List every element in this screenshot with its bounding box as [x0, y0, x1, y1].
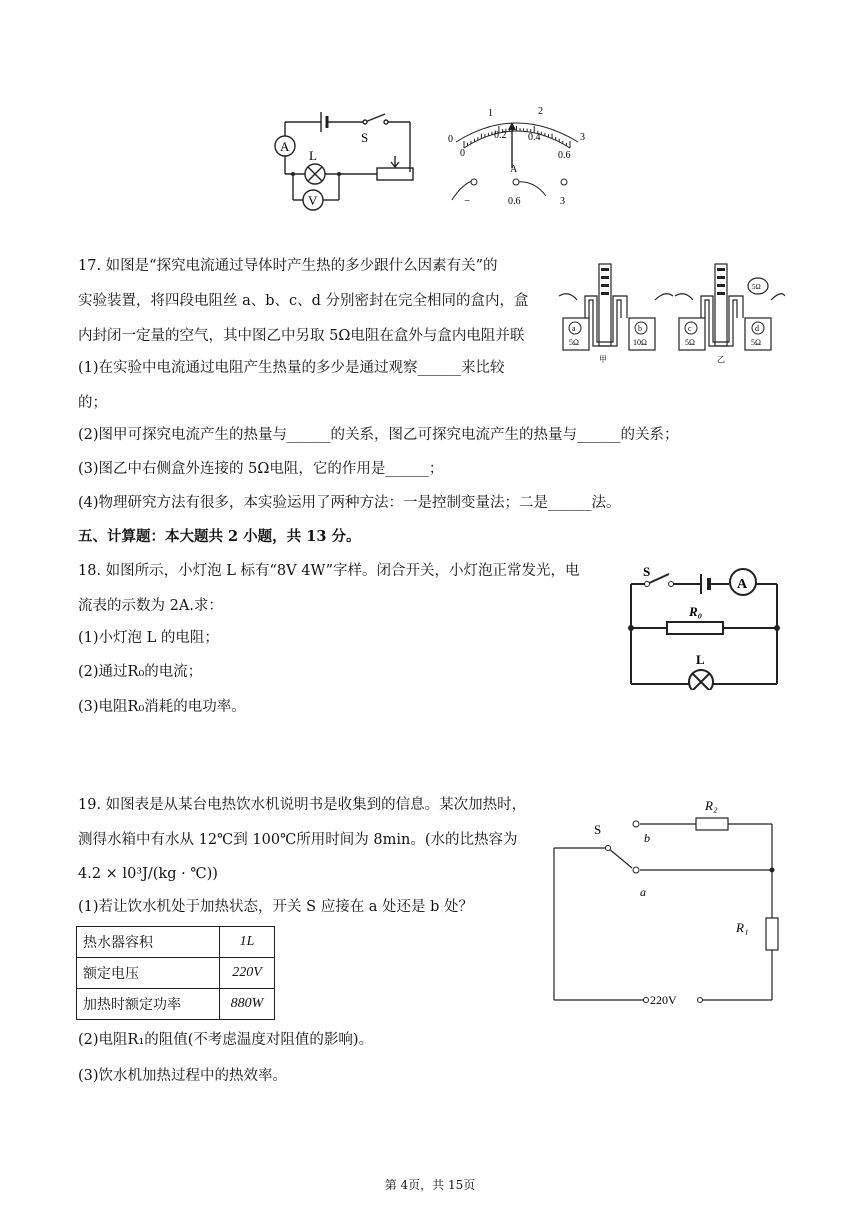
q18-line-5: (3)电阻R₀消耗的电功率。 — [78, 699, 246, 715]
outside-resistor-value: 5Ω — [752, 283, 761, 291]
q17-stem-line-1: 17. 如图是“探究电流通过导体时产生热的多少跟什么因素有关”的 — [78, 258, 498, 274]
q19-after-2: (3)饮水机加热过程中的热效率。 — [78, 1068, 288, 1084]
ammeter-dial-figure — [438, 100, 598, 212]
terminal-06: 0.6 — [508, 196, 521, 207]
q19-spec-table — [76, 926, 275, 1020]
q19-line-4: (1)若让饮水机处于加热状态，开关 S 应接在 a 处还是 b 处？ — [78, 899, 474, 915]
q17-heating-apparatus-figure — [555, 256, 785, 366]
q19-line-2: 测得水箱中有水从 12℃到 100℃所用时间为 8min。(水的比热容为 — [78, 832, 518, 848]
table-row — [77, 989, 275, 1020]
terminal-neg: − — [464, 195, 471, 207]
top-scale-2: 2 — [538, 106, 543, 117]
terminal-3: 3 — [560, 196, 565, 207]
q17-part-2: (2)图甲可探究电流产生的热量与______的关系，图乙可探究电流产生的热量与______的关系； — [78, 427, 679, 443]
q18-line-2: 流表的示数为 2A.求： — [78, 598, 223, 614]
q19-switch-label: S — [594, 822, 602, 837]
ammeter-label: A — [280, 139, 290, 154]
top-scale-0: 0 — [448, 134, 453, 145]
box-a-letter: a — [572, 324, 576, 333]
bottom-scale-0: 0 — [460, 148, 465, 159]
box-a-value: 5Ω — [569, 338, 579, 347]
q19-r1-label: R₁ — [736, 920, 749, 935]
top-scale-1: 1 — [488, 108, 493, 119]
bottom-scale-3: 0.6 — [558, 150, 571, 161]
top-circuit-figure — [265, 100, 425, 220]
q18-line-3: (1)小灯泡 L 的电阻； — [78, 630, 219, 646]
q17-part-1: (1)在实验中电流通过电阻产生热量的多少是通过观察______来比较 — [78, 360, 505, 376]
q19-source-label: 220V — [650, 993, 677, 1007]
q18-ammeter-label: A — [737, 577, 748, 592]
q17-part-1-cont: 的； — [78, 395, 107, 411]
box-b-value: 10Ω — [633, 338, 647, 347]
q19-pos-a: a — [640, 885, 646, 899]
spec-value: 880W — [220, 989, 275, 1020]
q19-after-1: (2)电阻R₁的阻值(不考虑温度对阻值的影响)。 — [78, 1032, 374, 1048]
box-b-letter: b — [638, 324, 642, 333]
spec-value: 1L — [220, 927, 275, 958]
lamp-label: L — [309, 148, 317, 163]
box-d-letter: d — [755, 324, 759, 333]
spec-value: 220V — [220, 958, 275, 989]
q18-switch-label: S — [643, 564, 651, 579]
q18-line-4: (2)通过R₀的电流； — [78, 664, 203, 680]
q19-line-3: 4.2 × l0³J/(kg · ℃)) — [78, 866, 218, 882]
bottom-scale-1: 0.2 — [494, 130, 507, 141]
q18-circuit-figure — [625, 562, 787, 690]
q17-stem-line-2: 实验装置，将四段电阻丝 a、b、c、d 分别密封在完全相同的盒内，盒 — [78, 293, 529, 309]
top-scale-3: 3 — [580, 132, 585, 143]
q17-part-3: (3)图乙中右侧盒外连接的 5Ω电阻，它的作用是______； — [78, 461, 444, 477]
spec-key: 加热时额定功率 — [77, 989, 220, 1020]
box-c-letter: c — [688, 324, 692, 333]
voltmeter-label: V — [308, 193, 318, 208]
q17-stem-line-3: 内封闭一定量的空气，其中图乙中另取 5Ω电阻在盒外与盒内电阻并联 — [78, 328, 525, 344]
q19-circuit-figure — [548, 792, 788, 1012]
section-5-heading: 五、计算题：本大题共 2 小题，共 13 分。 — [78, 528, 361, 545]
caption-yi: 乙 — [717, 355, 725, 364]
spec-key: 额定电压 — [77, 958, 220, 989]
q18-line-1: 18. 如图所示，小灯泡 L 标有“8V 4W”字样。闭合开关，小灯泡正常发光，电 — [78, 563, 580, 579]
q19-line-1: 19. 如图表是从某台电热饮水机说明书是收集到的信息。某次加热时， — [78, 797, 527, 813]
bottom-scale-2: 0.4 — [528, 132, 541, 143]
box-d-value: 5Ω — [751, 338, 761, 347]
q17-part-4: (4)物理研究方法有很多，本实验运用了两种方法：一是控制变量法；二是______法。 — [78, 495, 621, 511]
spec-key: 热水器容积 — [77, 927, 220, 958]
q18-resistor-label: R₀ — [689, 604, 703, 619]
caption-jia: 甲 — [599, 355, 607, 364]
page-footer: 第 4页，共 15页 — [384, 1178, 476, 1192]
box-c-value: 5Ω — [685, 338, 695, 347]
table-row — [77, 958, 275, 989]
q19-pos-b: b — [644, 831, 650, 845]
switch-label: S — [361, 130, 369, 145]
q18-lamp-label: L — [696, 652, 705, 667]
q19-r2-label: R₂ — [705, 798, 718, 813]
meter-unit: A — [510, 164, 518, 175]
table-row — [77, 927, 275, 958]
